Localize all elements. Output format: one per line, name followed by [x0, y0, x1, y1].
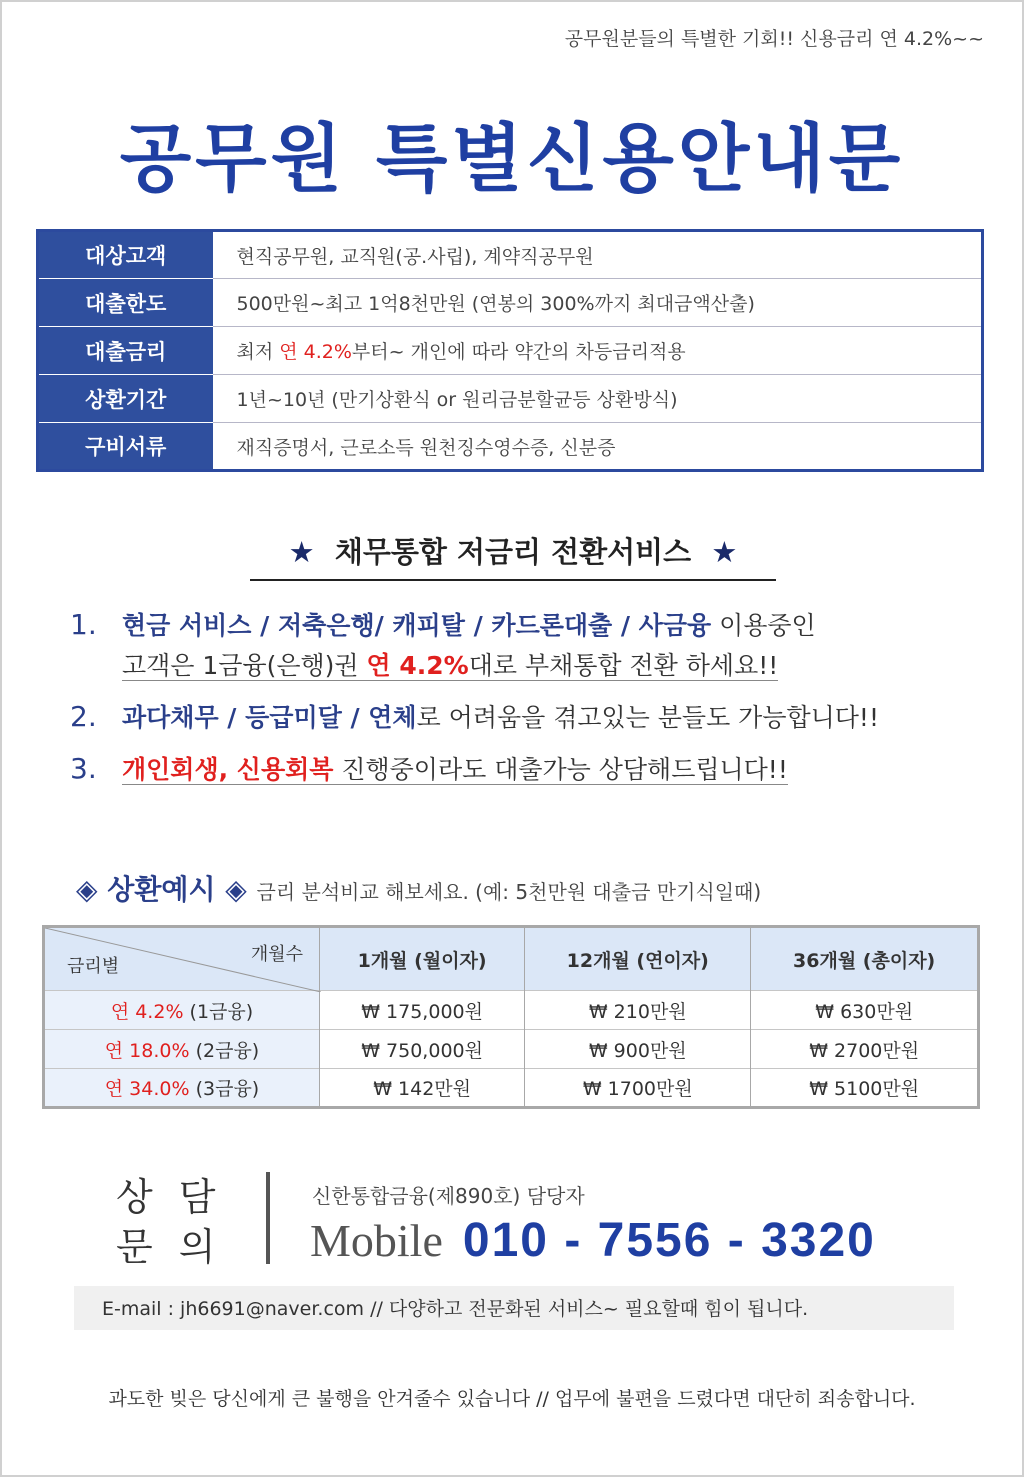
service-item-line2: 고객은 1금융(은행)권 연 4.2%대로 부채통합 전환 하세요!! [122, 651, 779, 680]
example-note: 금리 분석비교 해보세요. (예: 5천만원 대출금 만기식일때) [256, 880, 762, 904]
info-value: 재직증명서, 근로소득 원천징수영수증, 신분증 [236, 436, 616, 459]
example-title: ◈ 상환예시 ◈ 금리 분석비교 해보세요. (예: 5천만원 대출금 만기식일때) [76, 873, 762, 906]
page-title: 공무원 특별신용안내문 [119, 116, 905, 202]
table-cell: ₩ 2700만원 [751, 1030, 979, 1069]
table-corner: 개월수 금리별 [44, 927, 320, 991]
info-table [36, 229, 984, 472]
consult-label: 상담 문의 [116, 1175, 242, 1269]
table-cell: ₩ 750,000원 [320, 1030, 525, 1069]
email-bar: E-mail : jh6691@naver.com // 다양하고 전문화된 서비스~ 필요할때 힘이 됩니다. [74, 1286, 954, 1330]
rate-header-row [44, 927, 979, 991]
info-row [38, 423, 983, 471]
company-name: 신한통합금융(제890호) 담당자 [312, 1184, 585, 1208]
table-row [44, 1030, 979, 1069]
info-label: 대상고객 [38, 231, 213, 279]
table-cell: ₩ 5100만원 [751, 1069, 979, 1108]
info-label: 상환기간 [38, 375, 213, 423]
table-cell: ₩ 210만원 [525, 991, 751, 1030]
rate-label: 연 18.0% (2금융) [44, 1030, 320, 1069]
info-label: 구비서류 [38, 423, 213, 471]
info-label: 대출금리 [38, 327, 213, 375]
info-row [38, 231, 983, 279]
divider [266, 1172, 270, 1264]
star-icon: ★ [288, 535, 315, 569]
table-cell: ₩ 142만원 [320, 1069, 525, 1108]
table-cell: ₩ 900만원 [525, 1030, 751, 1069]
info-row [38, 375, 983, 423]
phone-number[interactable]: 010 - 7556 - 3320 [462, 1214, 876, 1267]
column-header: 12개월 (연이자) [525, 927, 751, 991]
info-row [38, 279, 983, 327]
diamond-icon: ◈ [225, 873, 247, 906]
rate-highlight: 연 4.2% [279, 341, 352, 363]
table-cell: ₩ 1700만원 [525, 1069, 751, 1108]
rate-label: 연 34.0% (3금융) [44, 1069, 320, 1108]
table-row [44, 1069, 979, 1108]
rate-label: 연 4.2% (1금융) [44, 991, 320, 1030]
table-cell: ₩ 175,000원 [320, 991, 525, 1030]
service-item: 1. 현금 서비스 / 저축은행/ 캐피탈 / 카드론대출 / 사금융 이용중인 [70, 608, 816, 641]
info-label: 대출한도 [38, 279, 213, 327]
tagline: 공무원분들의 특별한 기회!! 신용금리 연 4.2%~~ [564, 28, 984, 50]
email-link[interactable]: E-mail : jh6691@naver.com [102, 1298, 365, 1320]
column-header: 1개월 (월이자) [320, 927, 525, 991]
table-row [44, 991, 979, 1030]
info-value: 최저 연 4.2%부터~ 개인에 따라 약간의 차등금리적용 [213, 327, 983, 375]
column-header: 36개월 (총이자) [751, 927, 979, 991]
service-title: ★ 채무통합 저금리 전환서비스 ★ [250, 530, 776, 581]
footer-note: 과도한 빚은 당신에게 큰 불행을 안겨줄수 있습니다 // 업무에 불편을 드렸다면 대단히 죄송합니다. [108, 1388, 916, 1410]
star-icon: ★ [711, 535, 738, 569]
mobile-contact: Mobile 010 - 7556 - 3320 [310, 1214, 876, 1267]
service-item: 3. 개인회생, 신용회복 진행중이라도 대출가능 상담해드립니다!! [70, 752, 788, 785]
rate-table [42, 925, 980, 1109]
table-cell: ₩ 630만원 [751, 991, 979, 1030]
info-value: 500만원~최고 1억8천만원 (연봉의 300%까지 최대금액산출) [213, 279, 983, 327]
service-item: 2. 과다채무 / 등급미달 / 연체로 어려움을 겪고있는 분들도 가능합니다!! [70, 700, 879, 733]
info-value: 1년~10년 (만기상환식 or 원리금분할균등 상환방식) [213, 375, 983, 423]
info-row [38, 327, 983, 375]
diamond-icon: ◈ [76, 873, 98, 906]
info-value: 현직공무원, 교직원(공.사립), 계약직공무원 [213, 231, 983, 279]
